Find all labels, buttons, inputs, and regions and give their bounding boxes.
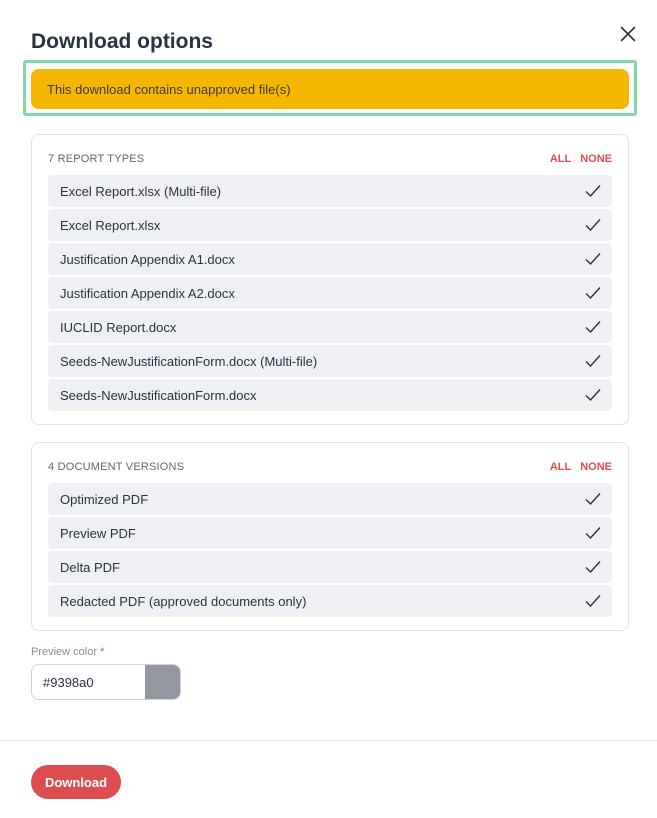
check-icon [584,318,602,336]
report-type-item[interactable] [48,277,612,309]
check-icon [584,524,602,542]
document-version-item[interactable] [48,483,612,515]
document-version-item[interactable] [48,551,612,583]
report-types-all-button[interactable]: ALL [549,153,572,165]
report-types-title: 7 REPORT TYPES [48,153,145,165]
check-icon [584,490,602,508]
report-type-label: Seeds-NewJustificationForm.docx [60,387,257,403]
document-version-item[interactable] [48,585,612,617]
report-type-label: Excel Report.xlsx [60,217,161,233]
check-icon [584,284,602,302]
document-versions-section [31,442,629,631]
report-type-label: Seeds-NewJustificationForm.docx (Multi-file) [60,353,318,369]
report-type-item[interactable] [48,175,612,207]
check-icon [584,182,602,200]
report-type-item[interactable] [48,345,612,377]
document-version-label: Preview PDF [60,525,136,541]
check-icon [584,250,602,268]
document-versions-all-button[interactable]: ALL [549,461,572,473]
document-versions-none-button[interactable]: NONE [580,461,612,473]
preview-color-label-text: Preview color [31,646,98,658]
report-types-header [48,151,612,167]
footer-divider [0,740,657,741]
preview-color-label [31,646,104,658]
check-icon [584,558,602,576]
document-versions-header [48,459,612,475]
check-icon [584,216,602,234]
document-versions-title: 4 DOCUMENT VERSIONS [48,461,185,473]
preview-color-swatch[interactable] [145,665,180,699]
preview-color-input[interactable] [31,664,181,700]
document-versions-list [48,483,612,617]
document-version-item[interactable] [48,517,612,549]
unapproved-warning-banner [31,69,629,109]
check-icon [584,592,602,610]
report-type-item[interactable] [48,311,612,343]
report-type-item[interactable] [48,209,612,241]
report-types-list [48,175,612,411]
close-icon [620,26,636,42]
report-type-label: IUCLID Report.docx [60,319,177,335]
report-type-label: Justification Appendix A1.docx [60,251,235,267]
report-types-actions [550,153,612,165]
close-button[interactable] [614,20,642,48]
check-icon [584,386,602,404]
dialog-title: Download options [31,30,213,53]
required-mark: * [100,646,105,658]
report-type-label: Excel Report.xlsx (Multi-file) [60,183,222,199]
report-types-section [31,134,629,425]
document-version-label: Delta PDF [60,559,120,575]
report-types-none-button[interactable]: NONE [580,153,612,165]
report-type-item[interactable] [48,243,612,275]
check-icon [584,352,602,370]
download-button[interactable]: Download [31,765,121,799]
document-version-label: Optimized PDF [60,491,149,507]
report-type-item[interactable] [48,379,612,411]
document-version-label: Redacted PDF (approved documents only) [60,593,307,609]
report-type-label: Justification Appendix A2.docx [60,285,235,301]
warning-text: This download contains unapproved file(s) [47,81,291,97]
preview-color-value[interactable]: #9398a0 [43,674,94,690]
document-versions-actions [550,461,612,473]
